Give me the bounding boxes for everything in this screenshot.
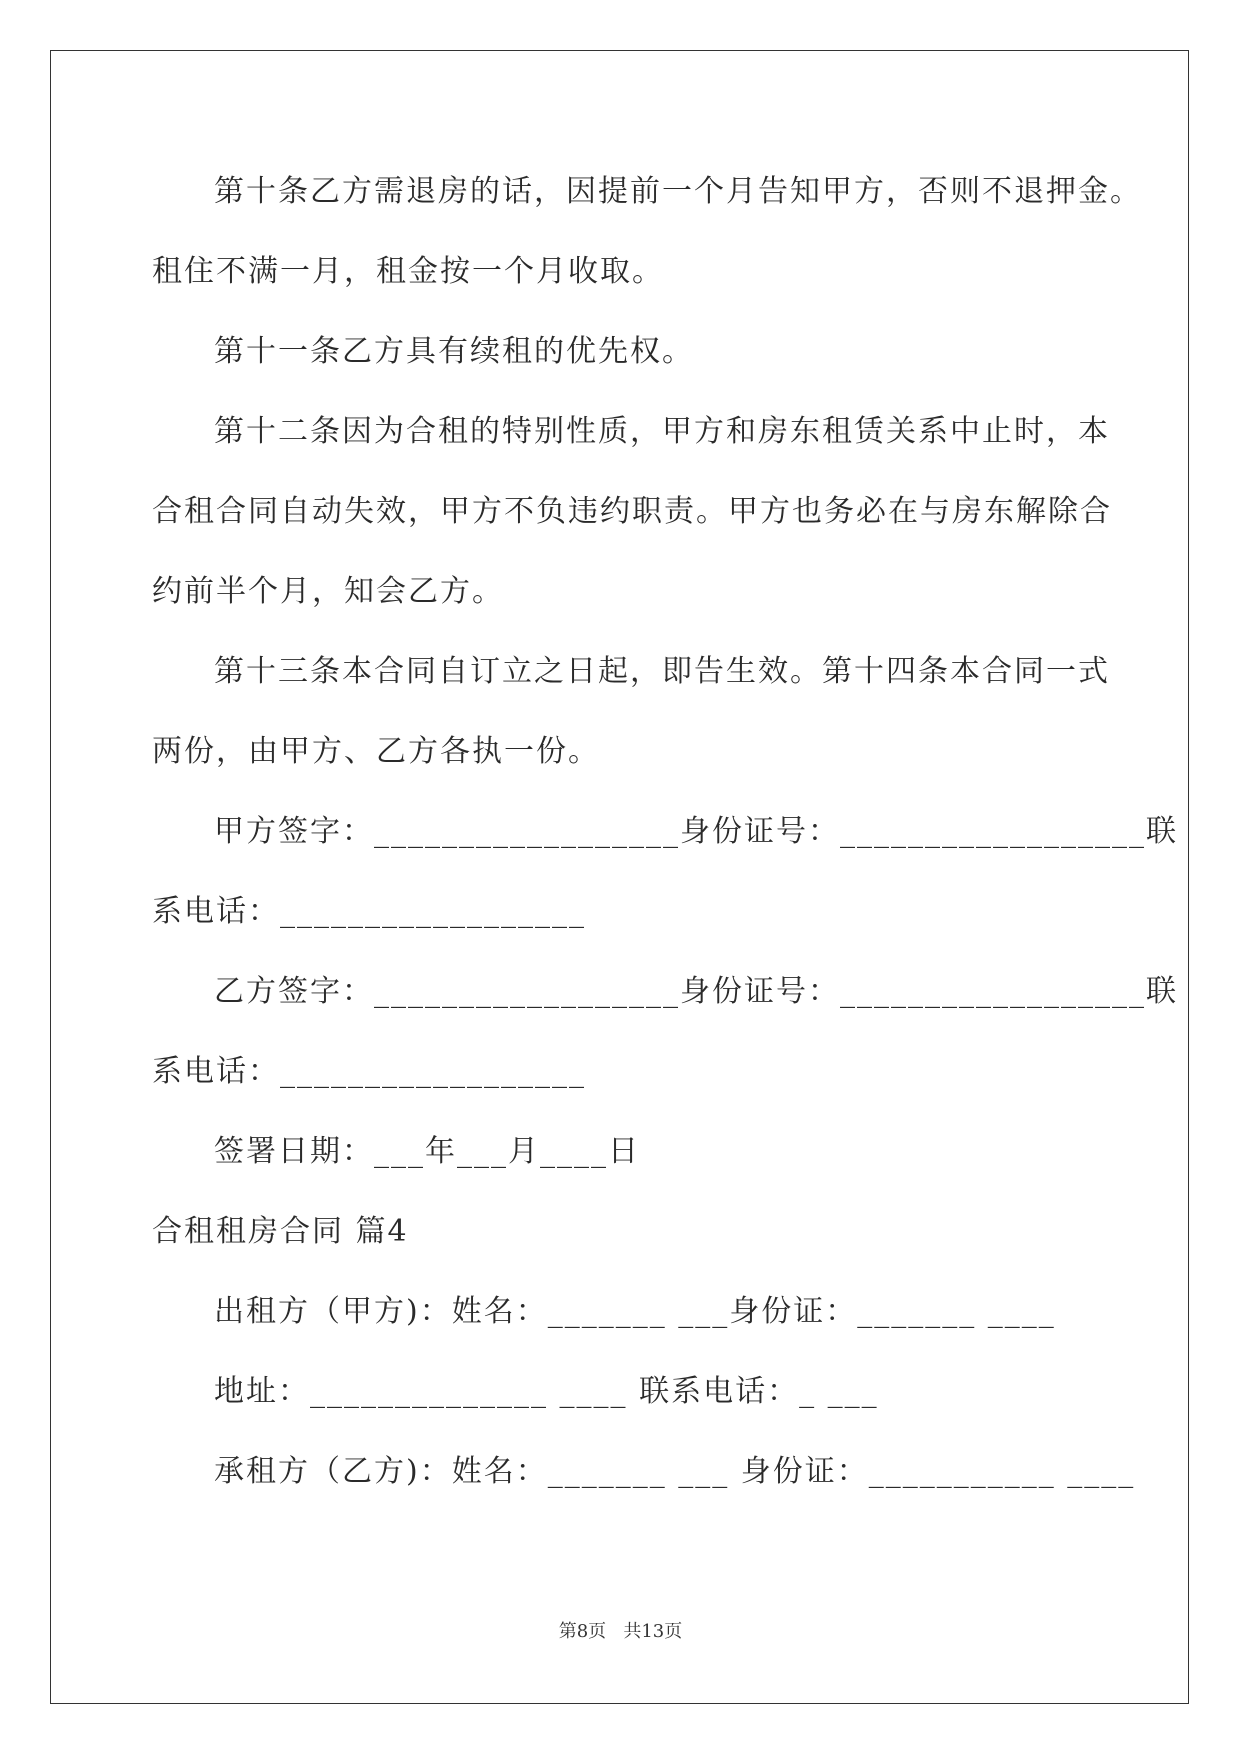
signing-date: 签署日期：___年___月____日 [214,1134,640,1169]
party-b-signature-line-2: 系电话：__________________ [152,1054,586,1089]
party-b-signature-line-1: 乙方签字：__________________身份证号：__________________联 [214,974,1178,1009]
clause-12-line-1: 第十二条因为合租的特别性质，甲方和房东租赁关系中止时，本 [214,414,1110,449]
clause-12-line-3: 约前半个月，知会乙方。 [152,574,504,609]
clause-11: 第十一条乙方具有续租的优先权。 [214,334,694,369]
lessor-address: 地址：______________ ____ 联系电话：_ ___ [214,1374,879,1409]
clause-13-line-1: 第十三条本合同自订立之日起，即告生效。第十四条本合同一式 [214,654,1110,689]
lessee-info: 承租方（乙方)：姓名：_______ ___ 身份证：___________ ____ [214,1454,1136,1489]
lessor-info: 出租方（甲方)：姓名：_______ ___身份证：_______ ____ [214,1294,1056,1329]
clause-12-line-2: 合租合同自动失效，甲方不负违约职责。甲方也务必在与房东解除合 [152,494,1112,529]
clause-10-line-1: 第十条乙方需退房的话，因提前一个月告知甲方，否则不退押金。 [214,174,1142,209]
party-a-signature-line-2: 系电话：__________________ [152,894,586,929]
party-a-signature-line-1: 甲方签字：__________________身份证号：__________________联 [214,814,1178,849]
page-number: 第8页 共13页 [558,1621,683,1642]
clause-13-line-2: 两份，由甲方、乙方各执一份。 [152,734,600,769]
clause-10-line-2: 租住不满一月，租金按一个月收取。 [152,254,664,289]
section-heading: 合租租房合同 篇4 [152,1214,409,1249]
